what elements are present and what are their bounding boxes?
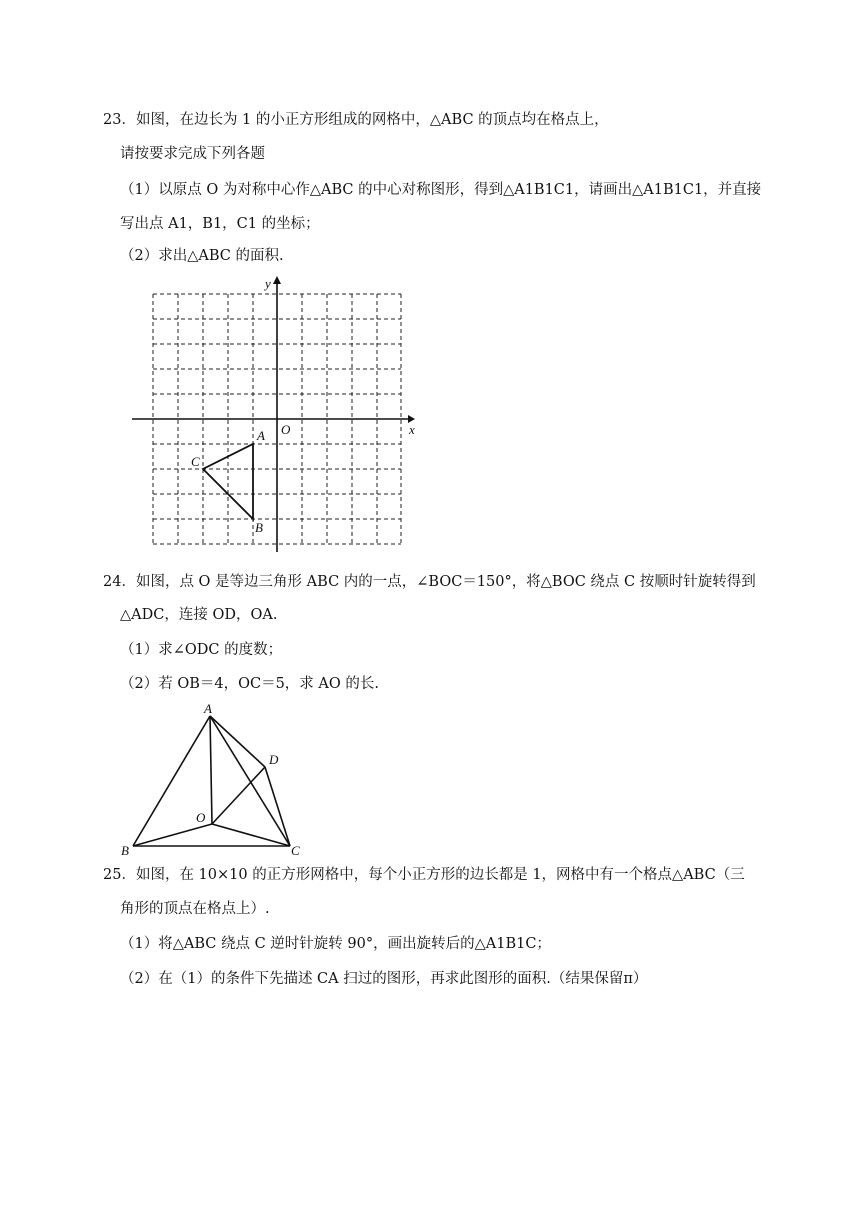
q24-line-2: △ADC，连接 OD，OA. [120, 607, 278, 623]
origin-label: O [281, 422, 291, 437]
vertex-a-label: A [257, 428, 265, 443]
y-axis-label: y [265, 276, 271, 291]
q23-grid-svg [124, 274, 424, 556]
vertex-c-label: C [191, 454, 200, 469]
y-axis-arrow-icon [273, 276, 281, 284]
axes [132, 284, 408, 552]
q23-coordinate-grid-figure [124, 274, 424, 556]
q25-line-1: 25．如图，在 10×10 的正方形网格中，每个小正方形的边长都是 1，网格中有一个格点△ABC（三 [103, 867, 745, 883]
q25-line-2: 角形的顶点在格点上）. [120, 901, 270, 917]
q24-line-1: 24．如图，点 O 是等边三角形 ABC 内的一点，∠BOC＝150°，将△BOC 绕点 C 按顺时针旋转得到 [103, 574, 756, 590]
q25-number: 25． [103, 867, 136, 883]
q24-line-4: （2）若 OB＝4，OC＝5，求 AO 的长. [120, 676, 379, 692]
vertex-b-label: B [255, 520, 263, 535]
q23-line-3: （1）以原点 O 为对称中心作△ABC 的中心对称图形，得到△A1B1C1，请画出△A1B1C1，并直接 [120, 182, 762, 198]
vertex-a-label: A [204, 701, 212, 716]
q23-line-4: 写出点 A1，B1，C1 的坐标； [120, 216, 320, 232]
q25-line-4: （2）在（1）的条件下先描述 CA 扫过的图形，再求此图形的面积.（结果保留π） [120, 971, 648, 987]
q23-line-2: 请按要求完成下列各题 [120, 146, 265, 162]
q24-number: 24． [103, 574, 136, 590]
q23-line-1: 23．如图，在边长为 1 的小正方形组成的网格中，△ABC 的顶点均在格点上， [103, 112, 609, 128]
vertex-b-label: B [121, 843, 129, 858]
figure-lines [133, 716, 290, 846]
x-axis-label: x [409, 422, 415, 437]
q23-line-5: （2）求出△ABC 的面积. [120, 248, 284, 264]
q24-figure-svg [118, 700, 308, 858]
point-o-label: O [196, 810, 206, 825]
vertex-d-label: D [269, 752, 279, 767]
q24-triangle-figure [118, 700, 308, 858]
vertex-c-label: C [291, 843, 300, 858]
q23-number: 23． [103, 112, 136, 128]
q24-line-3: （1）求∠ODC 的度数； [120, 642, 283, 658]
q25-line-3: （1）将△ABC 绕点 C 逆时针旋转 90°，画出旋转后的△A1B1C； [120, 936, 551, 952]
